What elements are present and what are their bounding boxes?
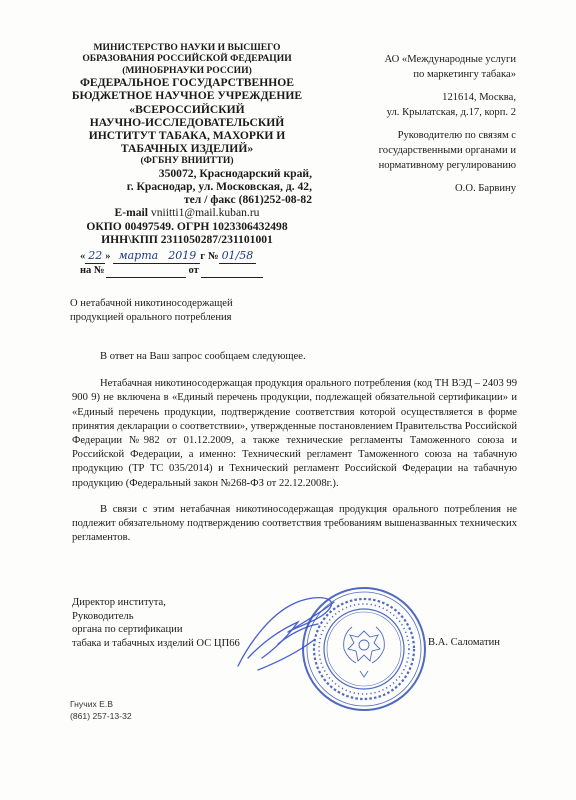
addressee-org: по маркетингу табака» xyxy=(413,68,516,80)
email-address: vniitti1@mail.kuban.ru xyxy=(150,206,260,220)
letterhead-line: МИНИСТЕРСТВО НАУКИ И ВЫСШЕГО xyxy=(93,42,281,53)
body-paragraph: В связи с этим нетабачная никотиносодержащая продукция орального потребления не подлежит обязательному подтверждению соответствия требованиям вышеназванных технических регламентов. xyxy=(72,503,517,544)
subject-text: О нетабачной никотиносодержащей xyxy=(70,298,233,309)
date-number-row xyxy=(80,249,310,264)
executor-phone: (861) 257-13-32 xyxy=(70,710,132,721)
letterhead-inn: ИНН\КПП 2311050287/231101001 xyxy=(101,232,273,246)
letterhead-line: ОБРАЗОВАНИЯ РОССИЙСКОЙ ФЕДЕРАЦИИ xyxy=(82,53,292,65)
executor-name: Гнучих Е.В xyxy=(70,699,114,709)
date-close-quote: » xyxy=(105,251,111,262)
addressee-position: нормативному регулированию xyxy=(378,159,516,171)
letterhead-address: г. Краснодар, ул. Московская, д. 42, xyxy=(126,180,312,194)
addressee-position: Руководителю по связям с xyxy=(397,130,516,142)
number-sign: № xyxy=(208,251,219,262)
reply-date-label: от xyxy=(188,265,199,276)
subject-line xyxy=(70,297,330,325)
body-paragraph: В ответ на Ваш запрос сообщаем следующее. xyxy=(100,351,306,362)
email-label: E-mail xyxy=(114,206,148,220)
addressee-org: АО «Международные услуги xyxy=(384,54,516,65)
addressee-address: 121614, Москва, xyxy=(442,92,516,104)
addressee-address: ул. Крылатская, д.17, корп. 2 xyxy=(386,106,516,118)
letterhead-line: ТАБАЧНЫХ ИЗДЕЛИЙ» xyxy=(120,142,254,156)
reference-block xyxy=(80,249,310,278)
letter-number: 01/58 xyxy=(219,249,257,264)
date-year: 2019 xyxy=(164,249,200,264)
date-day: 22 xyxy=(85,249,105,264)
handwritten-signature-icon xyxy=(218,586,348,676)
letterhead-line: ИНСТИТУТ ТАБАКА, МАХОРКИ И xyxy=(88,129,286,143)
letterhead-email xyxy=(58,206,316,219)
letterhead-phone: тел / факс (861)252-08-82 xyxy=(183,193,312,207)
letterhead-address: 350072, Краснодарский край, xyxy=(158,166,312,180)
addressee-position: государственными органами и xyxy=(378,144,516,156)
letterhead-line: БЮДЖЕТНОЕ НАУЧНОЕ УЧРЕЖДЕНИЕ xyxy=(71,89,303,103)
addressee-block xyxy=(338,53,516,197)
letterhead-line: «ВСЕРОССИЙСКИЙ xyxy=(129,102,245,116)
addressee-name: О.О. Барвину xyxy=(455,183,516,195)
date-suffix: г xyxy=(200,251,205,262)
reply-to-row xyxy=(80,264,310,278)
letterhead-line: (МИНОБРНАУКИ РОССИИ) xyxy=(122,64,252,76)
signatory-title-line: Директор института, xyxy=(72,597,166,608)
executor-info xyxy=(70,699,132,722)
date-month: марта xyxy=(113,249,165,264)
signatory-title-line: Руководитель xyxy=(72,610,134,622)
letter-body xyxy=(72,350,517,545)
reply-number-label: на № xyxy=(80,265,105,276)
reply-date-blank xyxy=(201,265,263,278)
body-paragraph: Нетабачная никотиносодержащая продукция орального потребления (код ТН ВЭД – 2403 99 900 9) не включена в «Единый перечень продукции, подлежащей обязательной сертификации» и «Единый перечень продукции, подтверждение соответствия которой осуществляется в форме принятия декларации о соответствии», утвержденные постановлением Правительства Российской Федерации №982 от 01.12.2009, а также технические регламенты Таможенного союза и Российской Федерации, а именно: Технический регламент Таможенного союза на табачную продукцию (ТР ТС 035/2014) и Технический регламент Российской Федерации на табачную продукцию (Федеральный закон №268-ФЗ от 22.12.2008г.). xyxy=(72,378,517,489)
letterhead-line: НАУЧНО-ИССЛЕДОВАТЕЛЬСКИЙ xyxy=(89,115,285,129)
signatory-title-line: табака и табачных изделий ОС ЦП66 xyxy=(72,637,240,649)
letterhead-okpo: ОКПО 00497549. ОГРН 1023306432498 xyxy=(86,219,288,233)
signatory-title-line: органа по сертификации xyxy=(72,624,183,636)
letterhead-line: ФЕДЕРАЛЬНОЕ ГОСУДАРСТВЕННОЕ xyxy=(79,76,295,90)
subject-text: продукцией орального потребления xyxy=(70,312,232,323)
date-open-quote: « xyxy=(80,251,86,262)
reply-number-blank xyxy=(106,265,186,278)
signatory-name: В.А. Саломатин xyxy=(428,637,500,648)
letterhead-line: (ФГБНУ ВНИИТТИ) xyxy=(140,155,234,167)
letterhead xyxy=(58,42,316,246)
